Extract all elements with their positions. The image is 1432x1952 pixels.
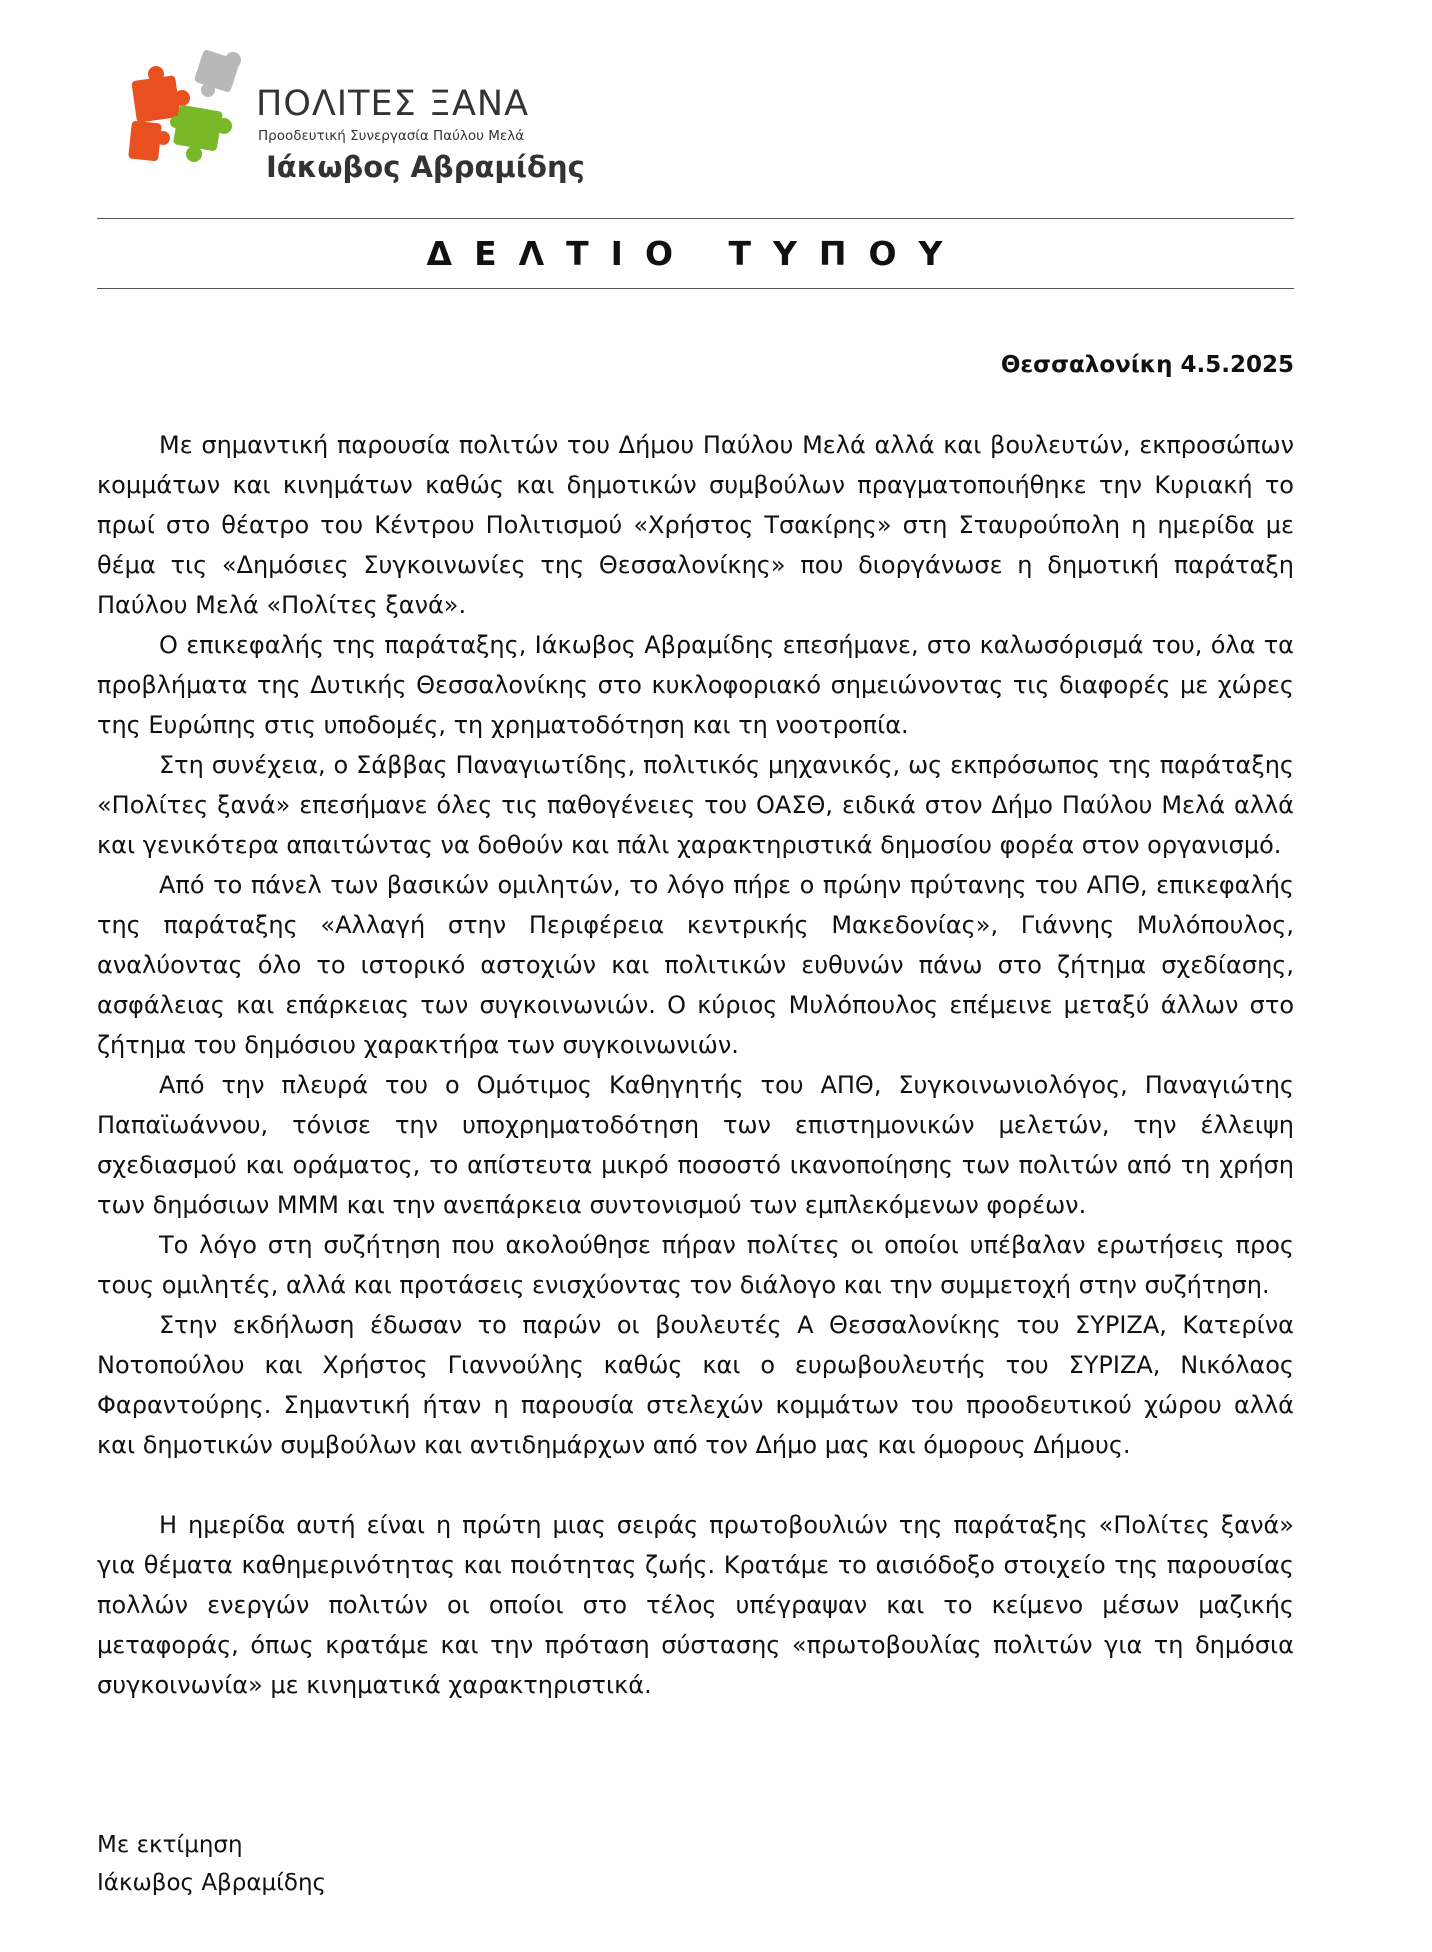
logo-title: ΠΟΛΙΤΕΣ ΞΑΝΑ — [256, 84, 530, 124]
body-paragraph: Από το πάνελ των βασικών ομιλητών, το λόγο πήρε ο πρώην πρύτανης του ΑΠΘ, επικεφαλής της παράταξης «Αλλαγή στην Περιφέρεια κεντρικής Μακεδονίας», Γιάννης Μυλόπουλος, αναλύοντας όλο το ιστορικό αστοχιών και πολιτικών ευθυνών πάνω στο ζήτημα σχεδίασης, ασφάλειας και επάρκειας των συγκοινωνιών. Ο κύριος Μυλόπουλος επέμεινε μεταξύ άλλων στο ζήτημα του δημόσιου χαρακτήρα των συγκοινωνιών. — [97, 871, 1294, 1059]
date-line: Θεσσαλονίκη 4.5.2025 — [1000, 352, 1294, 378]
logo-subtitle: Προοδευτική Συνεργασία Παύλου Μελά — [258, 128, 525, 144]
party-logo — [128, 50, 585, 190]
body-paragraph: Στην εκδήλωση έδωσαν το παρών οι βουλευτές Α Θεσσαλονίκης του ΣΥΡΙΖΑ, Κατερίνα Νοτοπούλου και Χρήστος Γιαννούλης καθώς και ο ευρωβουλευτής του ΣΥΡΙΖΑ, Νικόλαος Φαραντούρης. Σημαντική ήταν η παρουσία στελεχών κομμάτων του προοδευτικού χώρου αλλά και δημοτικών συμβούλων και αντιδημάρχων από τον Δήμο μας και όμορους Δήμους. — [97, 1311, 1294, 1459]
puzzle-logo-icon — [128, 50, 258, 170]
title-top-rule — [97, 218, 1294, 219]
body-paragraph: Το λόγο στη συζήτηση που ακολούθησε πήραν πολίτες οι οποίοι υπέβαλαν ερωτήσεις προς τους ομιλητές, αλλά και προτάσεις ενισχύοντας τον διάλογο και την συμμετοχή στην συζήτηση. — [97, 1231, 1294, 1299]
body-paragraph: Με σημαντική παρουσία πολιτών του Δήμου Παύλου Μελά αλλά και βουλευτών, εκπροσώπων κομμάτων και κινημάτων καθώς και δημοτικών συμβούλων πραγματοποιήθηκε την Κυριακή το πρωί στο θέατρο του Κέντρου Πολιτισμού «Χρήστος Τσακίρης» στη Σταυρούπολη η ημερίδα με θέμα τις «Δημόσιες Συγκοινωνίες της Θεσσαλονίκης» που διοργάνωσε η δημοτική παράταξη Παύλου Μελά «Πολίτες ξανά». — [97, 431, 1294, 619]
document-title: ΔΕΛΤΙΟ ΤΥΠΟΥ — [426, 234, 965, 273]
salutation: Με εκτίμηση — [97, 1832, 243, 1858]
body-paragraph: Στη συνέχεια, ο Σάββας Παναγιωτίδης, πολιτικός μηχανικός, ως εκπρόσωπος της παράταξης «Πολίτες ξανά» επεσήμανε όλες τις παθογένειες του ΟΑΣΘ, ειδικά στον Δήμο Παύλου Μελά αλλά και γενικότερα απαιτώντας να δοθούν και πάλι χαρακτηριστικά δημοσίου φορέα στον οργανισμό. — [97, 751, 1294, 859]
title-bottom-rule — [97, 288, 1294, 289]
grey-puzzle-piece — [194, 50, 241, 97]
body-paragraph: Ο επικεφαλής της παράταξης, Ιάκωβος Αβραμίδης επεσήμανε, στο καλωσόρισμά του, όλα τα προβλήματα της Δυτικής Θεσσαλονίκης στο κυκλοφοριακό σημειώνοντας τις διαφορές με χώρες της Ευρώπης στις υποδομές, τη χρηματοδότηση και τη νοοτροπία. — [97, 631, 1294, 739]
press-release-body — [97, 425, 1294, 1705]
body-paragraph: Η ημερίδα αυτή είναι η πρώτη μιας σειράς πρωτοβουλιών της παράταξης «Πολίτες ξανά» για θέματα καθημερινότητας και ποιότητας ζωής. Κρατάμε το αισιόδοξο στοιχείο της παρουσίας πολλών ενεργών πολιτών οι οποίοι στο τέλος υπέγραψαν και το κείμενο μέσων μαζικής μεταφοράς, όπως κρατάμε και την πρόταση σύστασης «πρωτοβουλίας πολιτών για τη δημόσια συγκοινωνία» με κινηματικά χαρακτηριστικά. — [97, 1511, 1294, 1699]
body-paragraph: Από την πλευρά του ο Ομότιμος Καθηγητής του ΑΠΘ, Συγκοινωνιολόγος, Παναγιώτης Παπαϊωάννου, τόνισε την υποχρηματοδότηση των επιστημονικών μελετών, την έλλειψη σχεδιασμού και οράματος, το απίστευτα μικρό ποσοστό ικανοποίησης των πολιτών από τη χρήση των δημόσιων ΜΜΜ και την ανεπάρκεια συντονισμού των εμπλεκόμενων φορέων. — [97, 1071, 1294, 1219]
logo-name: Ιάκωβος Αβραμίδης — [266, 150, 585, 184]
closing-block — [97, 1826, 326, 1902]
green-puzzle-piece — [170, 104, 232, 162]
signature: Ιάκωβος Αβραμίδης — [97, 1870, 327, 1896]
